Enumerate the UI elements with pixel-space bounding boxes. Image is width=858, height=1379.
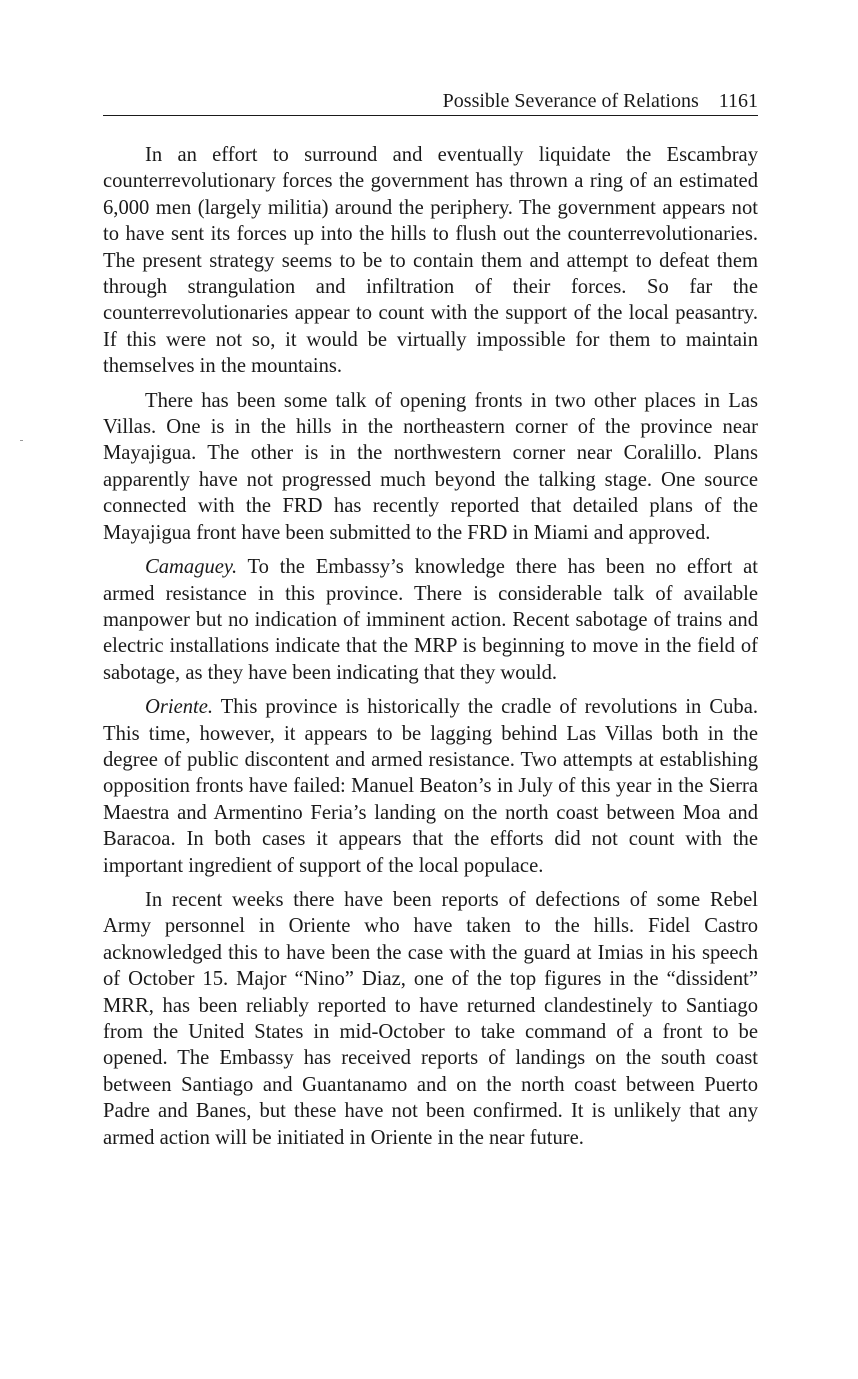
margin-mark	[20, 440, 23, 441]
paragraph	[103, 887, 758, 1151]
body-text	[103, 142, 758, 1151]
running-header	[103, 88, 758, 116]
paragraph-text: There has been some talk of opening fronts in two other places in Las Villas. One is in the hills in the northeastern corner of the province near Mayajigua. The other is in the northwestern corner near Coralillo. Plans apparently have not progressed much beyond the talking stage. One source connected with the FRD has recently reported that detailed plans of the Mayajigua front have been submitted to the FRD in Miami and approved.	[103, 389, 758, 544]
paragraph-text: This province is historically the cradle of revolutions in Cuba. This time, however, it appears to be lagging behind Las Villas both in the degree of public discontent and armed resistance. Two attempts at establishing opposition fronts have failed: Manuel Beaton’s in July of this year in the Sierra Maestra and Armentino Feria’s landing on the north coast between Moa and Baracoa. In both cases it appears that the efforts did not count with the important ingredient of support of the local populace.	[103, 696, 758, 877]
page-number: 1161	[718, 90, 758, 112]
running-title: Possible Severance of Relations	[442, 90, 699, 112]
section-lead-camaguey: Camaguey.	[145, 556, 238, 579]
paragraph	[103, 388, 758, 546]
paragraph-text: To the Embassy’s knowledge there has been no effort at armed resistance in this province. There is considerable talk of available manpower but no indication of imminent action. Recent sabotage of trains and electric installations indicate that the MRP is beginning to move in the field of sabotage, as they have been indicating that they would.	[103, 556, 758, 684]
paragraph-text: In recent weeks there have been reports of defections of some Rebel Army personnel in Oriente who have taken to the hills. Fidel Castro acknowledged this to have been the case with the guard at Imias in his speech of October 15. Major “Nino” Diaz, one of the top figures in the “dissident” MRR, has been reliably reported to have returned clandestinely to Santiago from the United States in mid-October to take command of a front to be opened. The Embassy has received reports of landings on the south coast between Santiago and Guantanamo and on the north coast between Puerto Padre and Banes, but these have not been confirmed. It is unlikely that any armed action will be initiated in Oriente in the near future.	[103, 888, 758, 1149]
paragraph	[103, 694, 758, 879]
section-lead-oriente: Oriente.	[145, 696, 214, 719]
paragraph	[103, 142, 758, 380]
document-page	[103, 88, 758, 1159]
paragraph-text: In an effort to surround and eventually liquidate the Escambray counterrevolutionary forces the government has thrown a ring of an estimated 6,000 men (largely militia) around the periphery. The government appears not to have sent its forces up into the hills to flush out the counterrevolutionaries. The present strategy seems to be to contain them and attempt to defeat them through strangulation and infiltration of their forces. So far the counterrevolutionaries appear to count with the support of the local peasantry. If this were not so, it would be virtually impossible for them to maintain themselves in the mountains.	[103, 144, 758, 378]
paragraph	[103, 554, 758, 686]
